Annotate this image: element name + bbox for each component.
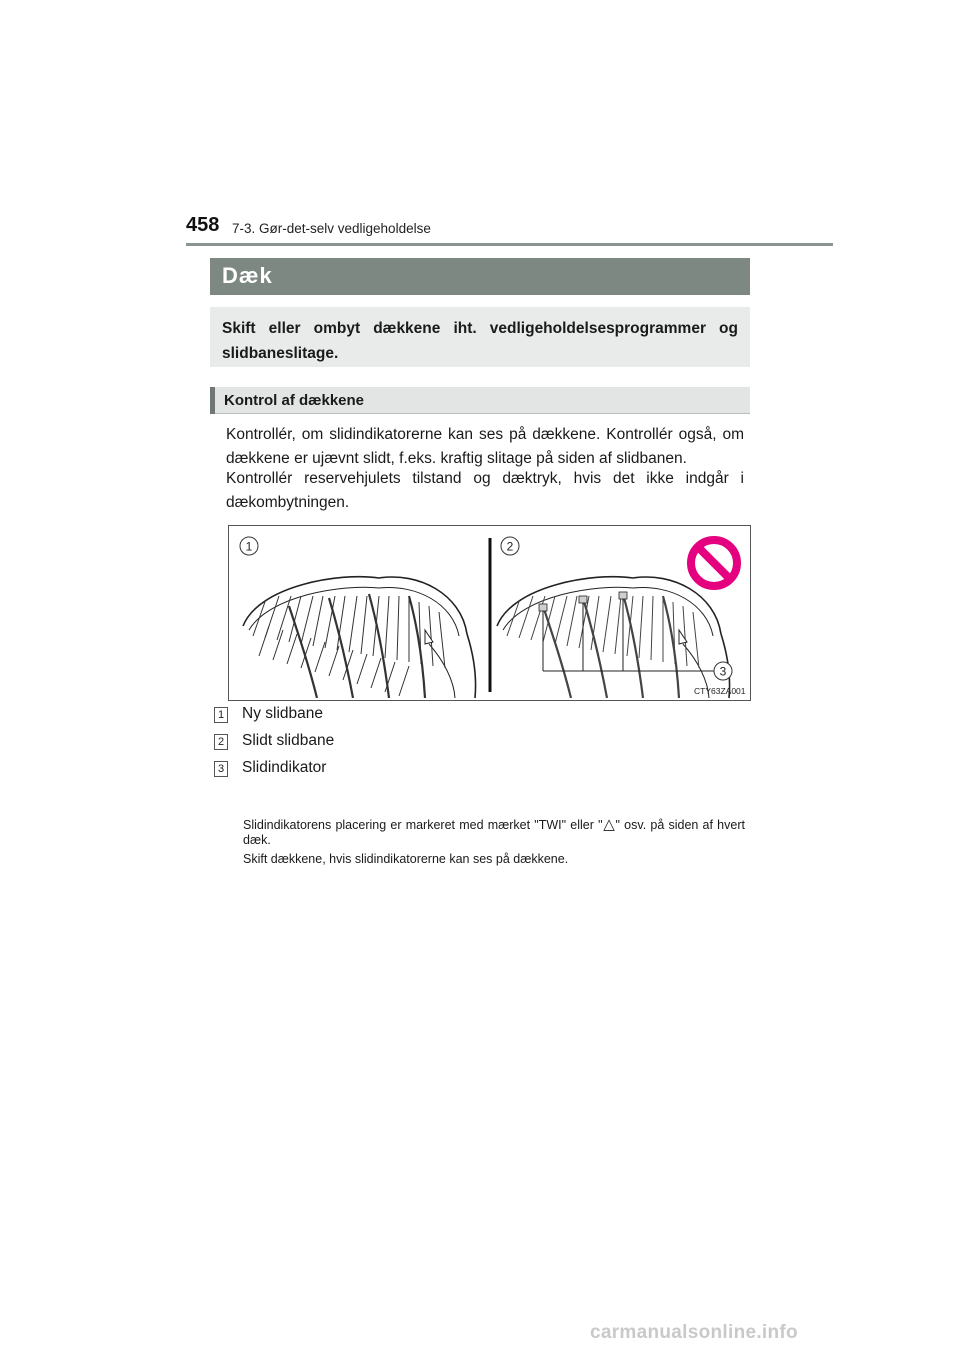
svg-text:2: 2: [506, 539, 514, 554]
new-tread-tire-drawing: [243, 577, 476, 698]
subsection-banner: [210, 387, 750, 414]
svg-text:1: 1: [245, 539, 253, 554]
no-entry-icon: [691, 540, 737, 586]
figure-code: CTY63ZA001: [694, 686, 746, 696]
section-title: Dæk: [222, 263, 273, 288]
subsection-accent-bar: [210, 387, 215, 414]
chapter-title: 7-3. Gør-det-selv vedligeholdelse: [232, 221, 431, 236]
note-replace-tires: Skift dækkene, hvis slidindikatorerne kan ses på dækkene.: [243, 852, 569, 866]
note-indicator-location: Slidindikatorens placering er markeret med mærket "TWI" eller "△" osv. på siden af hvert dæk.: [243, 816, 745, 847]
callout-2: [501, 537, 519, 555]
triangle-icon: △: [602, 816, 616, 833]
worn-tread-tire-drawing: [497, 577, 730, 698]
legend-number: 3: [214, 761, 228, 777]
legend-number: 1: [214, 707, 228, 723]
section-banner: [210, 258, 750, 295]
callout-1: [240, 537, 258, 555]
legend-label: Slidindikator: [242, 759, 327, 776]
page-number: 458: [186, 214, 220, 236]
subsection-title: Kontrol af dækkene: [224, 392, 365, 409]
svg-text:3: 3: [719, 664, 727, 679]
legend-label: Ny slidbane: [242, 705, 323, 722]
paragraph-spare-wheel: Kontrollér reservehjulets tilstand og dæktryk, hvis det ikke indgår i dækombytningen.: [226, 470, 744, 511]
callout-3: [714, 662, 732, 680]
intro-text: Skift eller ombyt dækkene iht. vedligeholdelsesprogrammer og slidbaneslitage.: [222, 320, 738, 362]
intro-box: [210, 307, 750, 367]
paragraph-check-indicators: Kontrollér, om slidindikatorerne kan ses på dækkene. Kontrollér også, om dækkene er ujævnt slidt, f.eks. kraftig slitage på siden af slidbanen.: [226, 426, 744, 467]
legend-number: 2: [214, 734, 228, 750]
watermark: carmanualsonline.info: [590, 1322, 798, 1343]
header-rule: [186, 243, 833, 246]
legend-label: Slidt slidbane: [242, 732, 335, 749]
tire-illustration: [228, 525, 751, 701]
